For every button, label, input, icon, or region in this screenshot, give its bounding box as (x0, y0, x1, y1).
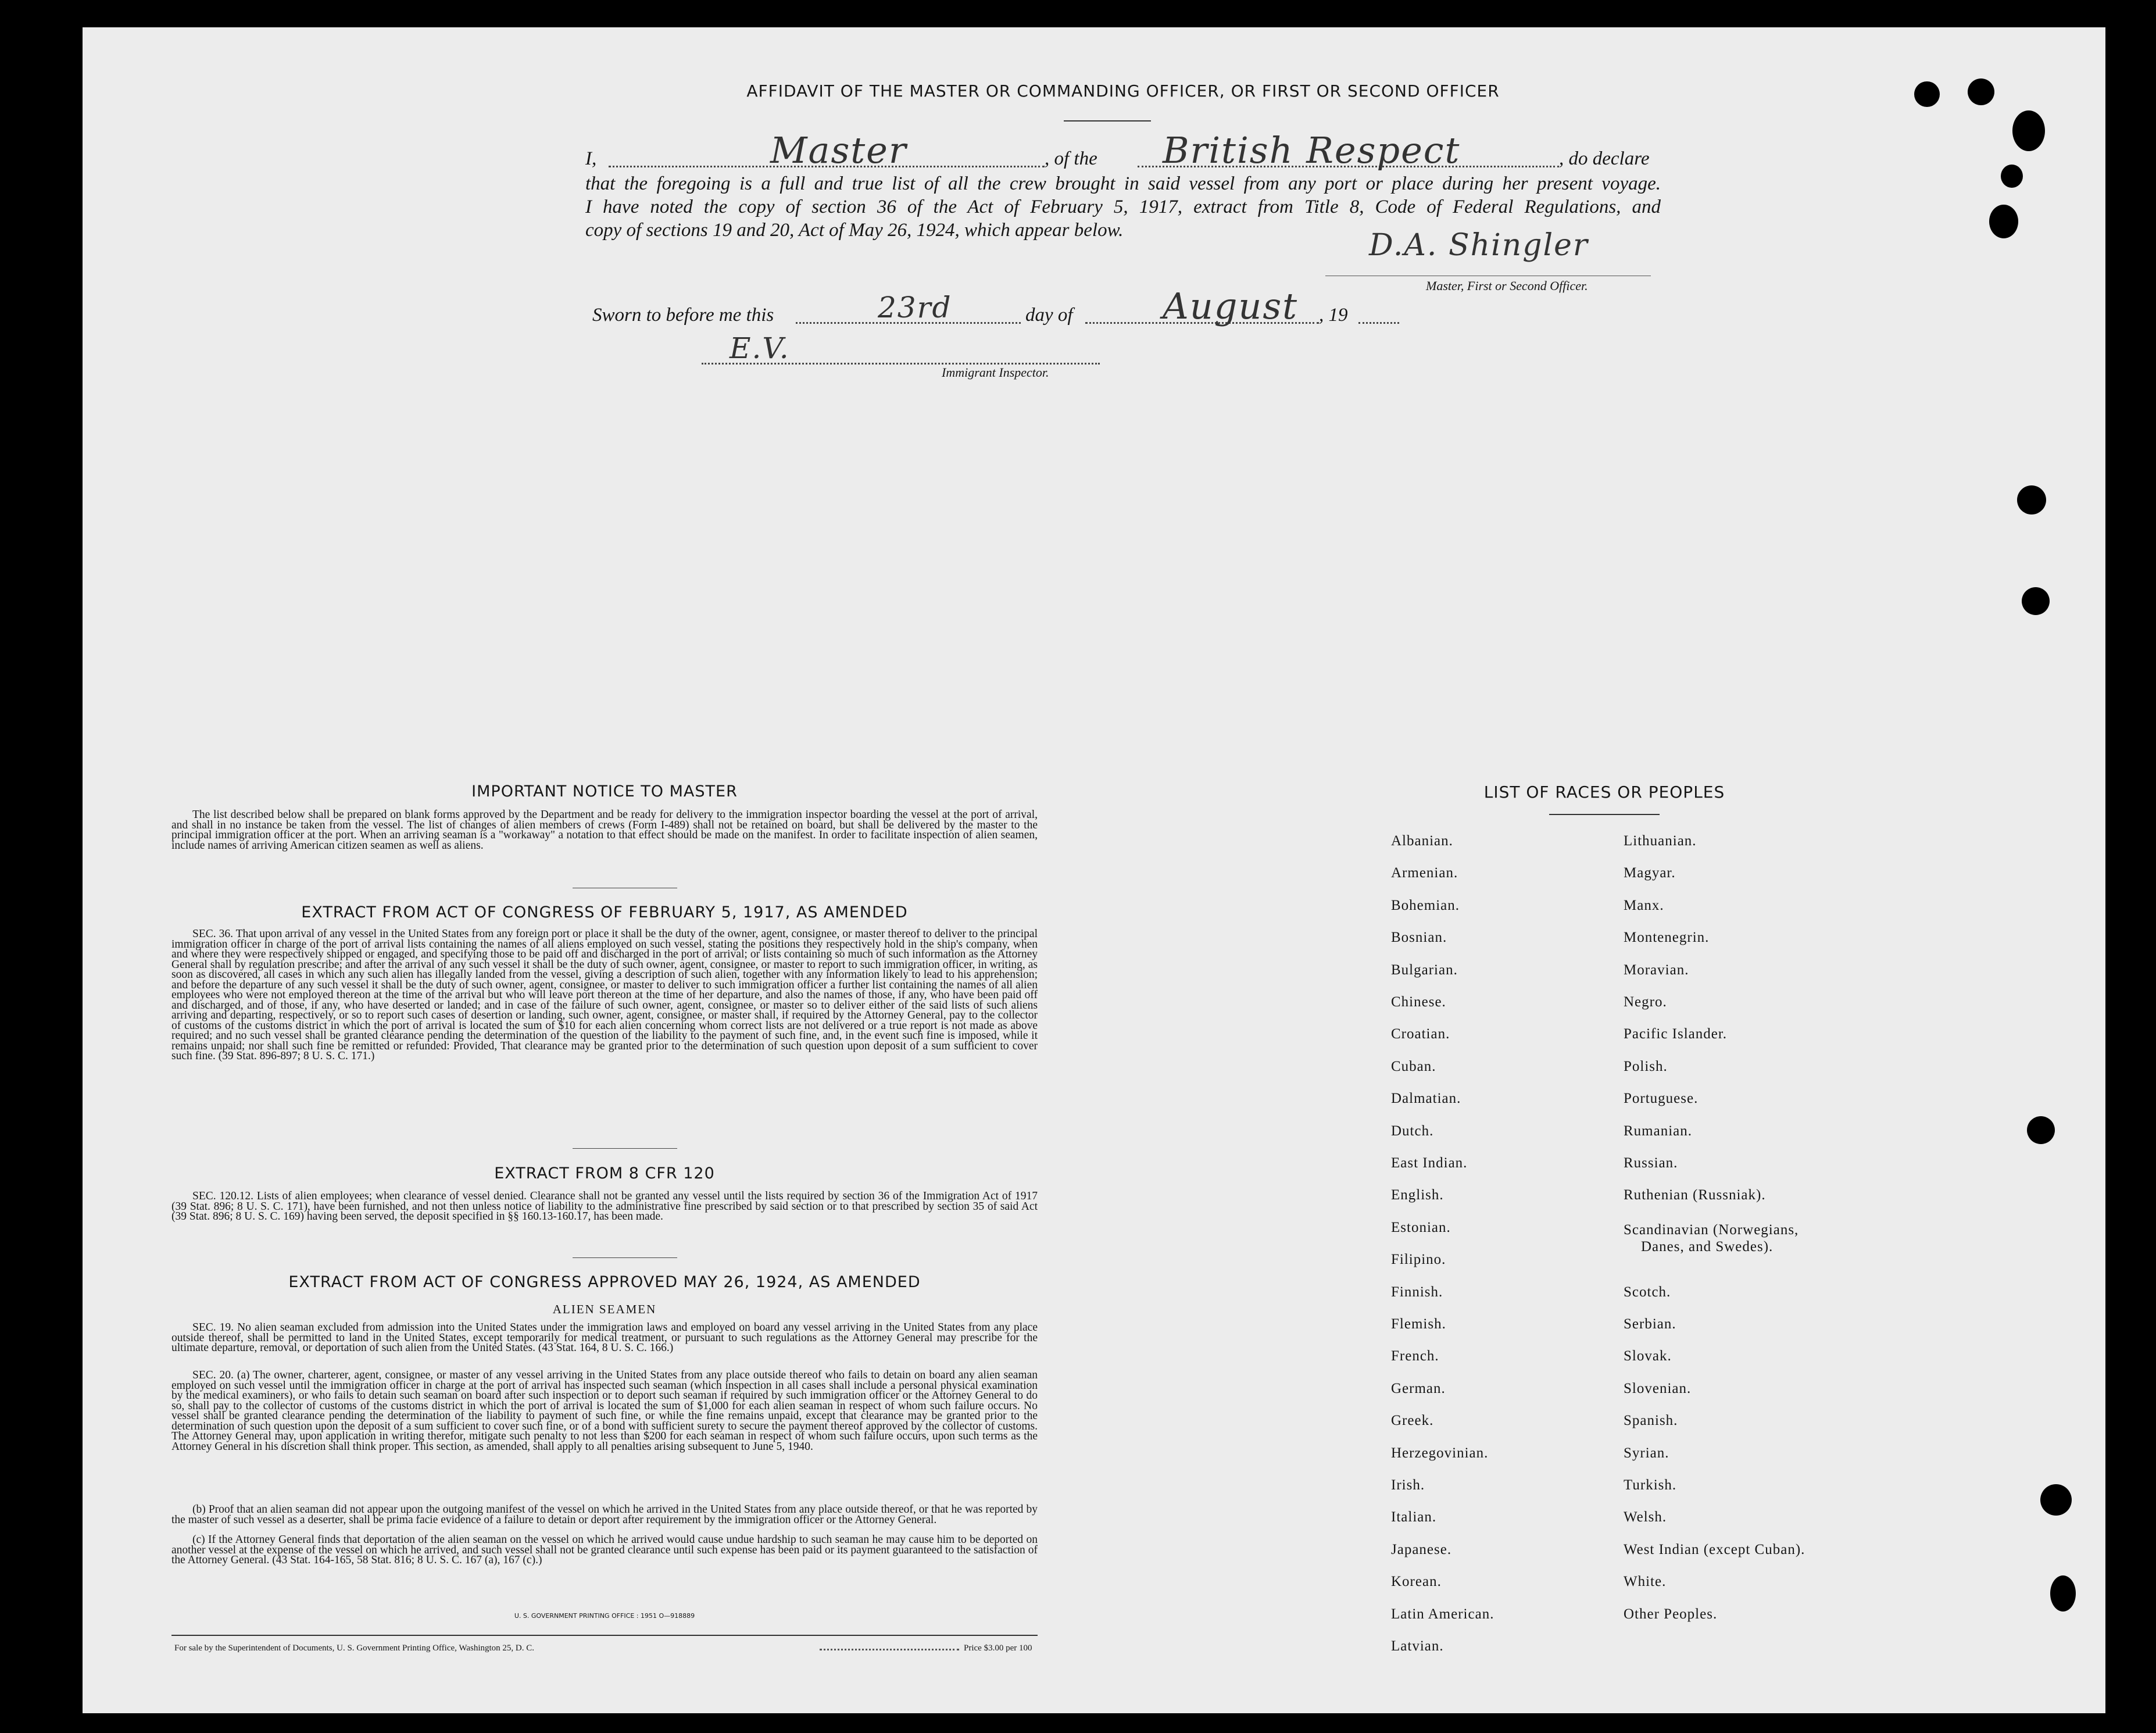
race-item: Latin American. (1391, 1606, 1494, 1622)
extract-cfr-text: SEC. 120.12. Lists of alien employees; when clearance of vessel denied. Clearance shall not be granted any vessel until the lists required by section 36 of the Immigration Act of 1917 (39 Stat. 896; 8 U. S. C. 171), have been furnished, and not then unless notice of liability to the administrative fine prescribed by said section or to that prescribed by section 35 of said Act (39 Stat. 896; 8 U. S. C. 169) having been served, the deposit specified in §§ 160.13-160.17, has been made. (171, 1190, 1038, 1223)
affidavit-line-4: copy of sections 19 and 20, Act of May 26, 1924, which appear below. (585, 220, 1124, 241)
race-item: Bosnian. (1391, 930, 1447, 946)
signature-handwriting: D.A. Shingler (1369, 228, 1589, 263)
race-item: Cuban. (1391, 1058, 1436, 1074)
race-item: Danes, and Swedes). (1641, 1238, 1774, 1255)
race-item: Slovak. (1624, 1348, 1672, 1364)
document-page (83, 27, 2105, 1713)
sec19-text: SEC. 19. No alien seaman excluded from admission into the United States under the immigration laws and employed on board any vessel arriving in the United States from any place outside thereof, shall be permitted to land in the United States, except temporarily for medical treatment, or pursuant to such regulations as the Attorney General may prescribe for the ultimate departure, removal, or deportation of such alien from the United States. (43 Stat. 164, 8 U. S. C. 166.) (171, 1321, 1038, 1354)
race-item: Serbian. (1624, 1316, 1676, 1332)
race-item: Italian. (1391, 1509, 1437, 1525)
alien-seamen-subheading: ALIEN SEAMEN (552, 1302, 657, 1316)
race-item: Armenian. (1391, 865, 1458, 881)
punch-hole (2022, 587, 2050, 615)
race-item: Japanese. (1391, 1541, 1452, 1557)
races-heading: LIST OF RACES OR PEOPLES (1483, 782, 1725, 802)
race-item: Manx. (1624, 897, 1664, 913)
punch-hole (2012, 110, 2045, 151)
race-item: Lithuanian. (1624, 833, 1697, 849)
master-handwriting: Master (770, 129, 907, 171)
race-item: Irish. (1391, 1477, 1425, 1493)
punch-hole (2017, 485, 2046, 514)
race-item: Scandinavian (Norwegians, (1624, 1221, 1799, 1238)
race-item: English. (1391, 1187, 1444, 1203)
race-item: Montenegrin. (1624, 930, 1710, 946)
race-item: Bohemian. (1391, 897, 1460, 913)
sec20a-text: SEC. 20. (a) The owner, charterer, agent, consignee, or master of any vessel arriving in the United States from any place outside thereof who fails to detain on board any alien seaman employed on such vessel until the immigration officer in charge at the port of arrival has inspected such seaman (which inspection in all cases shall include a personal physical examination by the medical examiners), or who fails to detain such seaman on board after such inspection or to deport such seaman if required by such immigration officer or the Attorney General to do so, shall pay to the collector of customs of the customs district in which the port of arrival is located the sum of $1,000 for each alien seaman in respect of whom such failure occurs. No vessel shall be granted clearance pending the determination of the liability to payment of such fine, or while the fine remains unpaid, except that clearance may be granted prior to the determination of such question upon the deposit of a sum sufficient to cover such fine, or of a bond with sufficient surety to secure the payment thereof approved by the collector of customs. The Attorney General may, upon application in writing therefor, mitigate such penalty to not less than $200 for each seaman in respect of whom such failure occurs, upon such terms as the Attorney General in his discretion shall think proper. This section, as amended, shall apply to all penalties arising subsequent to June 5, 1940. (171, 1369, 1038, 1453)
year-prefix: , 19 (1319, 305, 1348, 326)
race-item: Spanish. (1624, 1413, 1678, 1429)
punch-hole (2001, 165, 2023, 188)
race-item: Rumanian. (1624, 1123, 1693, 1139)
race-item: Latvian. (1391, 1638, 1444, 1654)
race-item: Portuguese. (1624, 1091, 1699, 1107)
1924-divider (573, 1257, 677, 1258)
extract-1917-heading: EXTRACT FROM ACT OF CONGRESS OF FEBRUARY 5, 1917, AS AMENDED (301, 903, 908, 921)
race-item: French. (1391, 1348, 1439, 1364)
extract-1924-heading: EXTRACT FROM ACT OF CONGRESS APPROVED MAY 26, 1924, AS AMENDED (288, 1273, 921, 1291)
race-item: Pacific Islander. (1624, 1026, 1728, 1042)
race-item: Scotch. (1624, 1284, 1671, 1300)
punch-hole (2027, 1116, 2055, 1144)
race-item: Polish. (1624, 1058, 1668, 1074)
extract-cfr-heading: EXTRACT FROM 8 CFR 120 (494, 1164, 715, 1182)
race-item: White. (1624, 1574, 1667, 1590)
extract-1917-text: SEC. 36. That upon arrival of any vessel in the United States from any foreign port or place it shall be the duty of the owner, agent, consignee, or master thereof to deliver to the principal immigration officer in charge of the port of arrival lists containing the names of all aliens employed on such vessel, stating the positions they respectively hold in the ship's company, when and where they were respectively shipped or engaged, and specifying those to be paid off and discharged in the port of arrival; or lists containing so much of such information as the Attorney General shall by regulation prescribe; and after the arrival of any such vessel it shall be the duty of such owner, agent, consignee, or master to report to such immigration officer, in writing, as soon as discovered, all cases in which any such alien has illegally landed from the vessel, giving a description of such alien, together with any information likely to lead to his apprehension; and before the departure of any such vessel it shall be the duty of such owner, agent, consignee, or master to deliver to such immigration officer a further list containing the names of all alien employees who were not employed thereon at the time of the arrival but who will leave port thereon at the time of her departure, and also the names of those, if any, who have been paid off and discharged, and of those, if any, who have deserted or landed; and in case of the failure of such owner, agent, consignee, or master so to deliver either of the said lists of such aliens arriving and departing, respectively, or so to report such cases of desertion or landing, such owner, agent, consignee, or master shall, if required by the Attorney General, pay to the collector of customs of the customs district in which the port of arrival is located the sum of $10 for each alien concerning whom correct lists are not delivered or a true report is not made as above required; and no such vessel shall be granted clearance pending the determination of the question of the liability to the payment of such fine, and, in the event such fine is imposed, while it remains unpaid; nor shall such fine be remitted or refunded: Provided, That clearance may be granted prior to the determination of such question upon deposit of a sum sufficient to cover such fine. (39 Stat. 896-897; 8 U. S. C. 171.) (171, 928, 1038, 1062)
race-item: Magyar. (1624, 865, 1676, 881)
affidavit-line-2: that the foregoing is a full and true list of all the crew brought in said vessel from any port or place during her present voyage. (585, 173, 1661, 194)
price-notice: Price $3.00 per 100 (964, 1643, 1032, 1653)
year-blank (1358, 322, 1399, 324)
inspector-handwriting: E.V. (730, 331, 790, 365)
race-item: East Indian. (1391, 1155, 1468, 1171)
affidavit-line-1 (585, 147, 1661, 171)
race-item: Korean. (1391, 1574, 1442, 1590)
race-item: Finnish. (1391, 1284, 1443, 1300)
affidavit-of-the: , of the (1045, 148, 1097, 169)
notice-heading: IMPORTANT NOTICE TO MASTER (471, 782, 738, 801)
sec20c-text: (c) If the Attorney General finds that deportation of the alien seaman on the vessel on which he arrived would cause undue hardship to such seaman he may cause him to be deported on another vessel at the expense of the vessel on which he arrived, and such vessel shall not be granted clearance until such expense has been paid or its payment guaranteed to the satisfaction of the Attorney General. (43 Stat. 164-165, 58 Stat. 816; 8 U. S. C. 167 (a), 167 (c).) (171, 1534, 1038, 1566)
race-item: Syrian. (1624, 1445, 1669, 1461)
footer-rule (171, 1635, 1038, 1636)
race-item: Filipino. (1391, 1252, 1446, 1268)
race-item: Greek. (1391, 1413, 1434, 1429)
affidavit-line-3: I have noted the copy of section 36 of the Act of February 5, 1917, extract from Title 8, Code of Federal Regulations, and (585, 196, 1661, 217)
signature-caption: Master, First or Second Officer. (1426, 278, 1588, 293)
sale-notice: For sale by the Superintendent of Documents, U. S. Government Printing Office, Washington 25, D. C. (174, 1643, 534, 1653)
race-item: Chinese. (1391, 994, 1446, 1010)
punch-hole (1989, 205, 2018, 238)
race-item: Moravian. (1624, 962, 1689, 978)
punch-hole (1914, 81, 1940, 107)
affidavit-title: AFFIDAVIT OF THE MASTER OR COMMANDING OFFICER, OR FIRST OR SECOND OFFICER (746, 81, 1500, 101)
notice-text: The list described below shall be prepared on blank forms approved by the Department and be ready for delivery to the immigration inspector boarding the vessel at the port of arrival, and shall in no instance be taken from the vessel. The list of changes of alien members of crews (Form I-489) shall not be retained on board, but shall be delivered by the master to the principal immigration officer at the port. When an arriving seaman is a "workaway" a notation to that effect should be made on the manifest. In order to facilitate inspection of alien seamen, include names of arriving American citizen seamen as well as aliens. (171, 809, 1038, 852)
cfr-divider (573, 1148, 677, 1149)
inspector-caption: Immigrant Inspector. (942, 365, 1049, 380)
race-item: Dutch. (1391, 1123, 1434, 1139)
race-item: German. (1391, 1380, 1446, 1396)
title-rule (1064, 120, 1151, 122)
day-of-text: day of (1025, 305, 1073, 326)
inspector-blank (702, 363, 1100, 365)
punch-hole (2040, 1484, 2072, 1516)
vessel-handwriting: British Respect (1163, 129, 1461, 171)
sale-leader-dots (820, 1649, 959, 1650)
race-item: Herzegovinian. (1391, 1445, 1489, 1461)
race-item: Russian. (1624, 1155, 1678, 1171)
race-item: Croatian. (1391, 1026, 1450, 1042)
race-item: West Indian (except Cuban). (1624, 1541, 1805, 1557)
race-item: Welsh. (1624, 1509, 1667, 1525)
race-item: Slovenian. (1624, 1380, 1692, 1396)
race-item: Estonian. (1391, 1219, 1451, 1235)
gpo-imprint: U. S. GOVERNMENT PRINTING OFFICE : 1951 O—918889 (514, 1612, 695, 1620)
punch-hole (2050, 1575, 2076, 1611)
race-item: Ruthenian (Russniak). (1624, 1187, 1766, 1203)
sworn-text: Sworn to before me this (592, 305, 774, 326)
sworn-line (585, 303, 1661, 327)
race-item: Flemish. (1391, 1316, 1446, 1332)
race-item: Bulgarian. (1391, 962, 1458, 978)
affidavit-do-declare: , do declare (1559, 148, 1650, 169)
day-handwriting: 23rd (878, 291, 952, 324)
punch-hole (1968, 78, 1994, 105)
sec20b-text: (b) Proof that an alien seaman did not appear upon the outgoing manifest of the vessel on which he arrived in the United States from any place outside thereof, or that he was reported by the master of such vessel as a deserter, shall be prima facie evidence of a failure to detain or deport after requirement by the immigration officer or the Attorney General. (171, 1503, 1038, 1526)
affidavit-i: I, (585, 148, 597, 169)
race-item: Negro. (1624, 994, 1667, 1010)
race-item: Turkish. (1624, 1477, 1677, 1493)
race-item: Dalmatian. (1391, 1091, 1461, 1107)
race-item: Albanian. (1391, 833, 1453, 849)
month-handwriting: August (1163, 285, 1299, 327)
race-item: Other Peoples. (1624, 1606, 1718, 1622)
races-rule (1549, 814, 1660, 815)
